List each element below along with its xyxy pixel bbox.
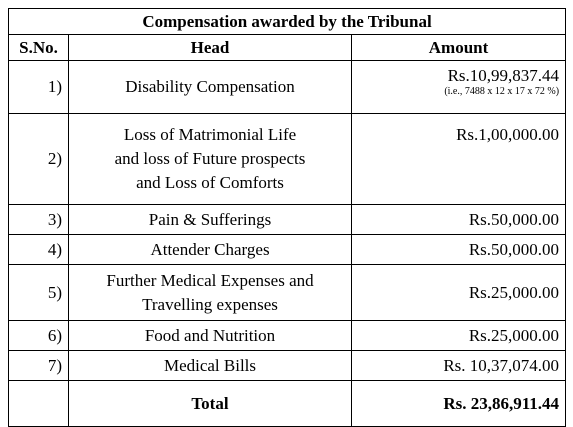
row-head [69, 114, 352, 205]
row-head-line: and loss of Future prospects [114, 149, 306, 168]
total-row [9, 381, 566, 427]
row-head-line: and Loss of Comforts [136, 173, 284, 192]
row-sno: 2) [9, 114, 69, 205]
row-amount: Rs.25,000.00 [352, 321, 566, 351]
row-head-line: Loss of Matrimonial Life [123, 125, 297, 144]
row-sno: 5) [9, 265, 69, 321]
row-head-line: Further Medical Expenses and [106, 270, 314, 290]
header-head: Head [69, 35, 352, 61]
row-amount: Rs. 10,37,074.00 [352, 351, 566, 381]
table-header-row [9, 35, 566, 61]
table-title-row [9, 9, 566, 35]
header-sno: S.No. [9, 35, 69, 61]
row-amount-cell [352, 61, 566, 114]
table-title: Compensation awarded by the Tribunal [9, 9, 566, 35]
header-amount: Amount [352, 35, 566, 61]
row-amount-note: (i.e., 7488 x 12 x 17 x 72 %) [444, 86, 560, 97]
row-head [69, 265, 352, 321]
row-amount: Rs.50,000.00 [352, 205, 566, 235]
row-head-line: Travelling expenses [142, 294, 278, 314]
table-row [9, 235, 566, 265]
table-row [9, 351, 566, 381]
row-head: Food and Nutrition [69, 321, 352, 351]
row-amount: Rs.50,000.00 [352, 235, 566, 265]
total-label: Total [69, 381, 352, 427]
table-row [9, 205, 566, 235]
row-sno: 4) [9, 235, 69, 265]
compensation-table [8, 8, 566, 427]
row-sno: 6) [9, 321, 69, 351]
row-amount: Rs.10,99,837.44 [447, 66, 560, 85]
row-head: Attender Charges [69, 235, 352, 265]
table-row [9, 61, 566, 114]
row-sno: 1) [9, 61, 69, 114]
row-amount: Rs.1,00,000.00 [456, 125, 560, 144]
row-amount-cell [352, 114, 566, 205]
row-head-line: Disability Compensation [125, 77, 295, 96]
table-row [9, 114, 566, 205]
table-row [9, 265, 566, 321]
row-sno: 7) [9, 351, 69, 381]
row-sno: 3) [9, 205, 69, 235]
row-amount: Rs.25,000.00 [352, 265, 566, 321]
row-head: Pain & Sufferings [69, 205, 352, 235]
row-head: Medical Bills [69, 351, 352, 381]
table-row [9, 321, 566, 351]
total-amount: Rs. 23,86,911.44 [352, 381, 566, 427]
total-sno-empty [9, 381, 69, 427]
row-head [69, 61, 352, 114]
